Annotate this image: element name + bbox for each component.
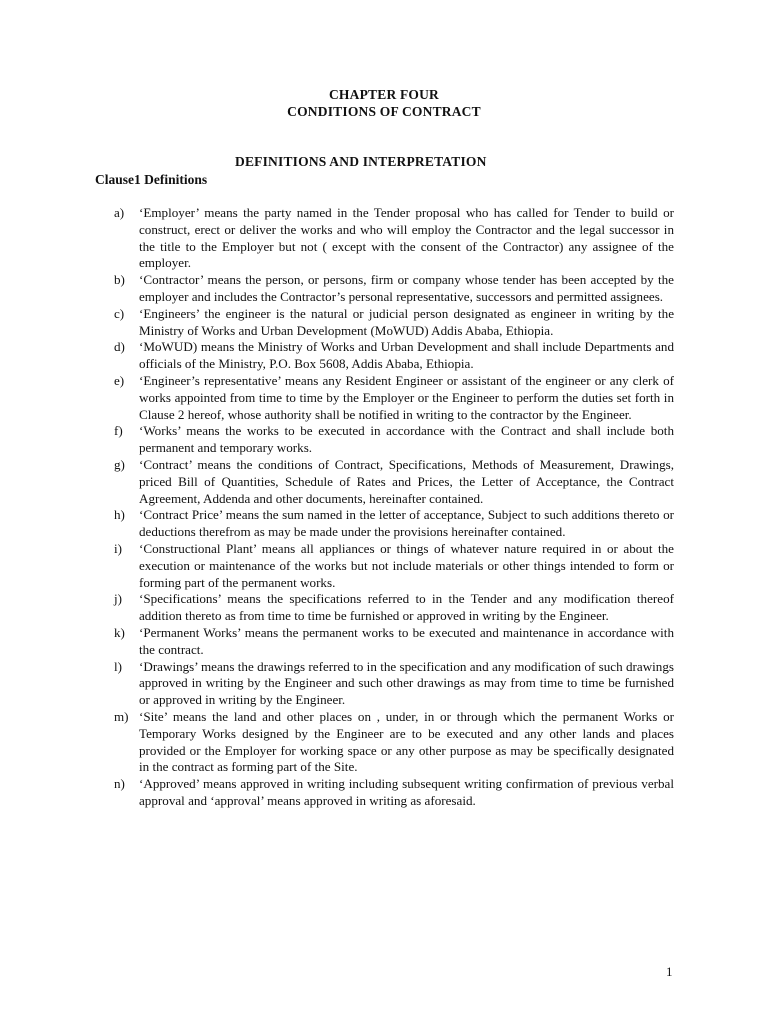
definition-text: ‘Contract Price’ means the sum named in the letter of acceptance, Subject to such additions thereto or deductions therefrom as may be made under the provisions hereinafter contained. [139,507,674,540]
definition-marker: d) [114,339,125,355]
definition-marker: c) [114,305,125,321]
definition-marker: f) [114,423,123,439]
definition-item [114,591,674,625]
definition-item [114,457,674,507]
definition-text: ‘Engineer’s representative’ means any Resident Engineer or assistant of the engineer or any clerk of works appointed from time to time by the Employer or the Engineer to perform the duties set forth in Clause 2 hereof, whose authority shall be notified in writing to the contractor by the Engineer. [139,372,674,422]
definition-text: ‘Works’ means the works to be executed in accordance with the Contract and shall include both permanent and temporary works. [139,423,674,456]
definition-item [114,659,674,709]
definition-text: ‘Contractor’ means the person, or persons, firm or company whose tender has been accepted by the employer and includes the Contractor’s personal representative, successors and permitted assignees. [139,272,674,304]
definition-marker: g) [114,456,125,472]
definition-item [114,709,674,776]
definition-text: ‘Specifications’ means the specifications referred to in the Tender and any modification thereof addition thereto as from time to time be furnished or approved in writing by the Engineer. [139,591,674,624]
definition-item [114,272,674,306]
definition-marker: i) [114,540,122,556]
definition-marker: n) [114,776,125,792]
chapter-subtitle: CONDITIONS OF CONTRACT [287,104,481,119]
clause-heading: Clause1 Definitions [95,172,208,187]
definition-marker: l) [114,658,122,674]
section-heading: DEFINITIONS AND INTERPRETATION [235,154,487,169]
definition-text: ‘Drawings’ means the drawings referred to in the specification and any modification of such drawings approved in writing by the Engineer and such other drawings as may from time to time be furnished or approved in writing by the Engineer. [139,658,674,708]
definition-marker: h) [114,507,125,523]
definitions-list [114,205,674,810]
page-number: 1 [666,964,673,979]
definition-text: ‘Site’ means the land and other places on , under, in or through which the permanent Works or Temporary Works designed by the Engineer are to be executed and any other lands and places provided or the Employer for working space or any other purpose as may be specifically designated in the contract as forming part of the Site. [139,708,674,775]
definition-text: ‘Approved’ means approved in writing including subsequent writing confirmation of previous verbal approval and ‘approval’ means approved in writing as aforesaid. [139,776,674,808]
definition-marker: k) [114,624,125,640]
definition-marker: b) [114,272,125,288]
definition-text: ‘Constructional Plant’ means all appliances or things of whatever nature required in or about the execution or maintenance of the works but not include materials or other things intended to form or forming part of the permanent works. [139,540,674,590]
definition-text: ‘Contract’ means the conditions of Contract, Specifications, Methods of Measurement, Drawings, priced Bill of Quantities, Schedule of Rates and Prices, the Letter of Acceptance, the Contract Agreement, Addenda and other documents, hereinafter contained. [139,456,674,506]
definition-text: ‘Engineers’ the engineer is the natural or judicial person designated as engineer in writing by the Ministry of Works and Urban Development (MoWUD) Addis Ababa, Ethiopia. [139,305,674,338]
definition-marker: j) [114,591,122,607]
definition-item [114,373,674,423]
definition-item [114,423,674,457]
definition-item [114,541,674,591]
definition-item [114,306,674,340]
definition-marker: e) [114,372,125,388]
definition-item [114,776,674,810]
definition-text: ‘Permanent Works’ means the permanent works to be executed and maintenance in accordance with the contract. [139,624,674,657]
definition-item [114,625,674,659]
definition-marker: m) [114,708,129,724]
definition-item [114,507,674,541]
definition-item [114,205,674,272]
definition-item [114,339,674,373]
definition-marker: a) [114,205,125,220]
definition-text: ‘Employer’ means the party named in the Tender proposal who has called for Tender to build or construct, erect or deliver the works and who will employ the Contractor and the legal successor in the title to the Employer but not ( except with the consent of the Contractor) any assignee of the employer. [139,205,674,271]
definition-text: ‘MoWUD) means the Ministry of Works and Urban Development and shall include Departments and officials of the Ministry, P.O. Box 5608, Addis Ababa, Ethiopia. [139,339,674,372]
chapter-title: CHAPTER FOUR [328,87,440,102]
